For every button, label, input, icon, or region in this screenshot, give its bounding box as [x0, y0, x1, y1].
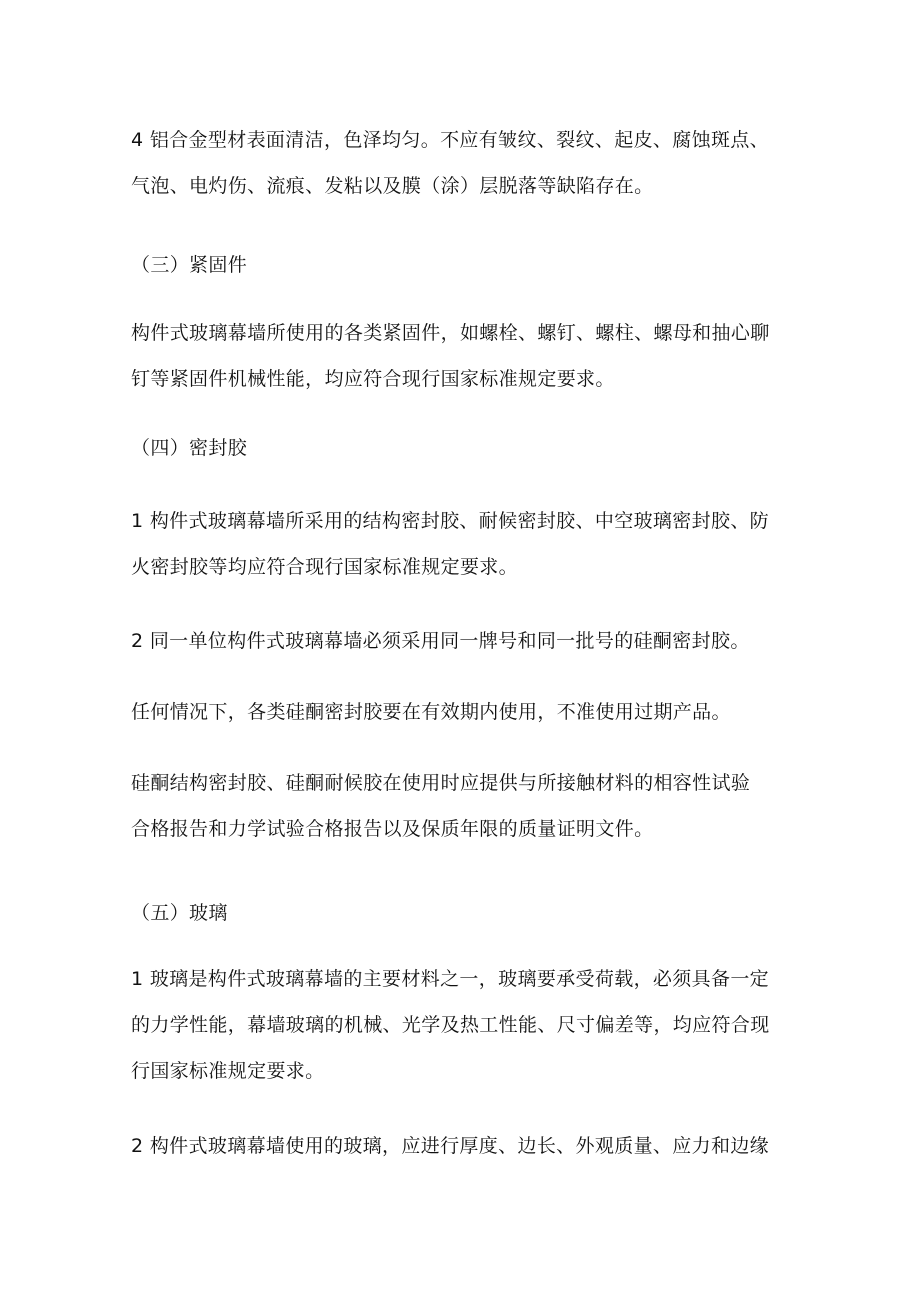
section-heading-fasteners: （三）紧固件 [131, 254, 248, 276]
paragraph-line: 的力学性能，幕墙玻璃的机械、光学及热工性能、尺寸偏差等，均应符合现 [131, 1014, 770, 1036]
paragraph-sealant-brand [131, 618, 796, 664]
paragraph-aluminum-surface [131, 117, 796, 209]
paragraph-line: 构件式玻璃幕墙所使用的各类紧固件，如螺栓、螺钉、螺柱、螺母和抽心聊 [131, 322, 770, 344]
paragraph-line: 硅酮结构密封胶、硅酮耐候胶在使用时应提供与所接触材料的相容性试验 [131, 772, 751, 794]
paragraph-line: 1 构件式玻璃幕墙所采用的结构密封胶、耐候密封胶、中空玻璃密封胶、防 [131, 510, 770, 532]
paragraph-glass-inspection [131, 1123, 796, 1169]
paragraph-line: 合格报告和力学试验合格报告以及保质年限的质量证明文件。 [131, 818, 654, 840]
paragraph-line: 气泡、电灼伤、流痕、发粘以及膜（涂）层脱落等缺陷存在。 [131, 175, 654, 197]
paragraph-sealant-standards [131, 498, 796, 590]
paragraph-line: 火密封胶等均应符合现行国家标准规定要求。 [131, 556, 519, 578]
paragraph-sealant-expiry [131, 689, 796, 735]
section-heading-glass: （五）玻璃 [131, 902, 228, 924]
paragraph-glass-properties [131, 956, 796, 1094]
paragraph-line: 2 构件式玻璃幕墙使用的玻璃，应进行厚度、边长、外观质量、应力和边缘 [131, 1135, 770, 1157]
paragraph-line: 任何情况下，各类硅酮密封胶要在有效期内使用，不准使用过期产品。 [131, 701, 731, 723]
paragraph-line: 1 玻璃是构件式玻璃幕墙的主要材料之一，玻璃要承受荷载，必须具备一定 [131, 968, 770, 990]
paragraph-line: 行国家标准规定要求。 [131, 1060, 325, 1082]
paragraph-fasteners [131, 310, 796, 402]
section-heading-sealant: （四）密封胶 [131, 437, 248, 459]
paragraph-sealant-reports [131, 760, 796, 852]
paragraph-line: 4 铝合金型材表面清洁，色泽均匀。不应有皱纹、裂纹、起皮、腐蚀斑点、 [131, 129, 770, 151]
paragraph-line: 2 同一单位构件式玻璃幕墙必须采用同一牌号和同一批号的硅酮密封胶。 [131, 630, 750, 652]
paragraph-line: 钉等紧固件机械性能，均应符合现行国家标准规定要求。 [131, 368, 615, 390]
